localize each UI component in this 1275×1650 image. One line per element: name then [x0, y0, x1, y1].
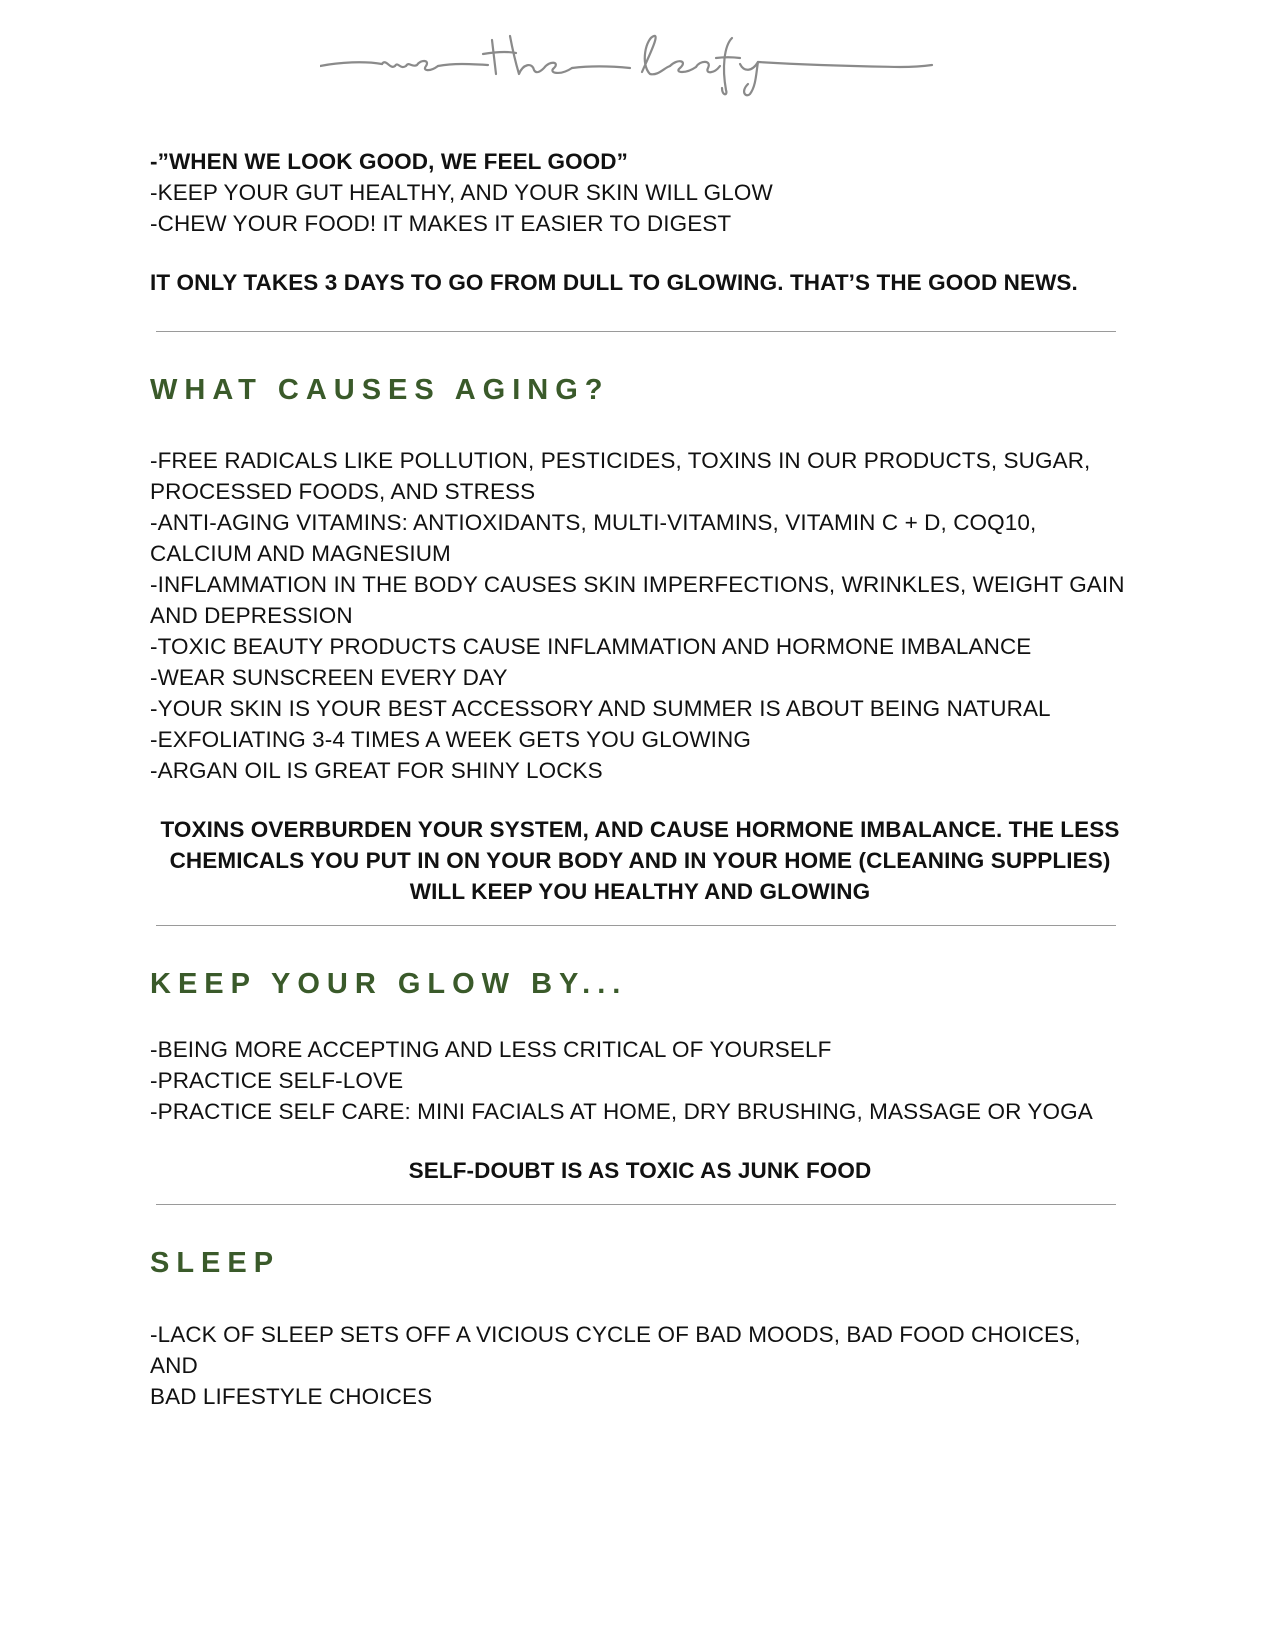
glow-emphasis: SELF-DOUBT IS AS TOXIC AS JUNK FOOD — [408, 1158, 872, 1183]
aging-line: -FREE RADICALS LIKE POLLUTION, PESTICIDES, TOXINS IN OUR PRODUCTS, SUGAR, — [150, 448, 1091, 473]
glow-section — [150, 966, 1130, 1186]
aging-emphasis-line: WILL KEEP YOU HEALTHY AND GLOWING — [409, 879, 871, 904]
glow-line: -PRACTICE SELF CARE: MINI FACIALS AT HOME, DRY BRUSHING, MASSAGE OR YOGA — [150, 1099, 1093, 1124]
aging-line: CALCIUM AND MAGNESIUM — [150, 541, 451, 566]
aging-section-title: WHAT CAUSES AGING? — [150, 374, 610, 406]
glow-line: -BEING MORE ACCEPTING AND LESS CRITICAL OF YOURSELF — [150, 1037, 832, 1062]
section-divider — [156, 925, 1116, 926]
aging-line: AND DEPRESSION — [150, 603, 353, 628]
document-body — [150, 146, 1130, 1412]
aging-line: PROCESSED FOODS, AND STRESS — [150, 479, 536, 504]
aging-emphasis-line: CHEMICALS YOU PUT IN ON YOUR BODY AND IN YOUR HOME (CLEANING SUPPLIES) — [169, 848, 1111, 873]
aging-line: -TOXIC BEAUTY PRODUCTS CAUSE INFLAMMATION AND HORMONE IMBALANCE — [150, 634, 1032, 659]
glow-section-title: KEEP YOUR GLOW BY... — [150, 968, 628, 1000]
sleep-section-title: SLEEP — [150, 1247, 281, 1279]
aging-line: -ARGAN OIL IS GREAT FOR SHINY LOCKS — [150, 758, 603, 783]
aging-line: -ANTI-AGING VITAMINS: ANTIOXIDANTS, MULTI-VITAMINS, VITAMIN C + D, COQ10, — [150, 510, 1037, 535]
intro-emphasis: IT ONLY TAKES 3 DAYS TO GO FROM DULL TO GLOWING. THAT’S THE GOOD NEWS. — [150, 270, 1078, 295]
intro-quote: -”WHEN WE LOOK GOOD, WE FEEL GOOD” — [150, 149, 628, 174]
aging-emphasis — [150, 814, 1130, 907]
section-divider — [156, 331, 1116, 332]
sleep-line: BAD LIFESTYLE CHOICES — [150, 1384, 433, 1409]
aging-emphasis-line: TOXINS OVERBURDEN YOUR SYSTEM, AND CAUSE HORMONE IMBALANCE. THE LESS — [160, 817, 1120, 842]
aging-list — [150, 445, 1130, 786]
aging-line: -WEAR SUNSCREEN EVERY DAY — [150, 665, 508, 690]
aging-line: -YOUR SKIN IS YOUR BEST ACCESSORY AND SUMMER IS ABOUT BEING NATURAL — [150, 696, 1051, 721]
glow-line: -PRACTICE SELF-LOVE — [150, 1068, 404, 1093]
sleep-list — [150, 1319, 1130, 1412]
aging-line: -EXFOLIATING 3-4 TIMES A WEEK GETS YOU GLOWING — [150, 727, 751, 752]
intro-line: -CHEW YOUR FOOD! IT MAKES IT EASIER TO DIGEST — [150, 211, 732, 236]
we-the-leafy-logo — [320, 28, 940, 98]
sleep-section — [150, 1245, 1130, 1412]
intro-section — [150, 146, 1130, 298]
aging-section — [150, 372, 1130, 907]
glow-list — [150, 1034, 1130, 1127]
aging-line: -INFLAMMATION IN THE BODY CAUSES SKIN IMPERFECTIONS, WRINKLES, WEIGHT GAIN — [150, 572, 1125, 597]
sleep-line: -LACK OF SLEEP SETS OFF A VICIOUS CYCLE OF BAD MOODS, BAD FOOD CHOICES, AND — [150, 1322, 1081, 1378]
section-divider — [156, 1204, 1116, 1205]
intro-line: -KEEP YOUR GUT HEALTHY, AND YOUR SKIN WILL GLOW — [150, 180, 773, 205]
